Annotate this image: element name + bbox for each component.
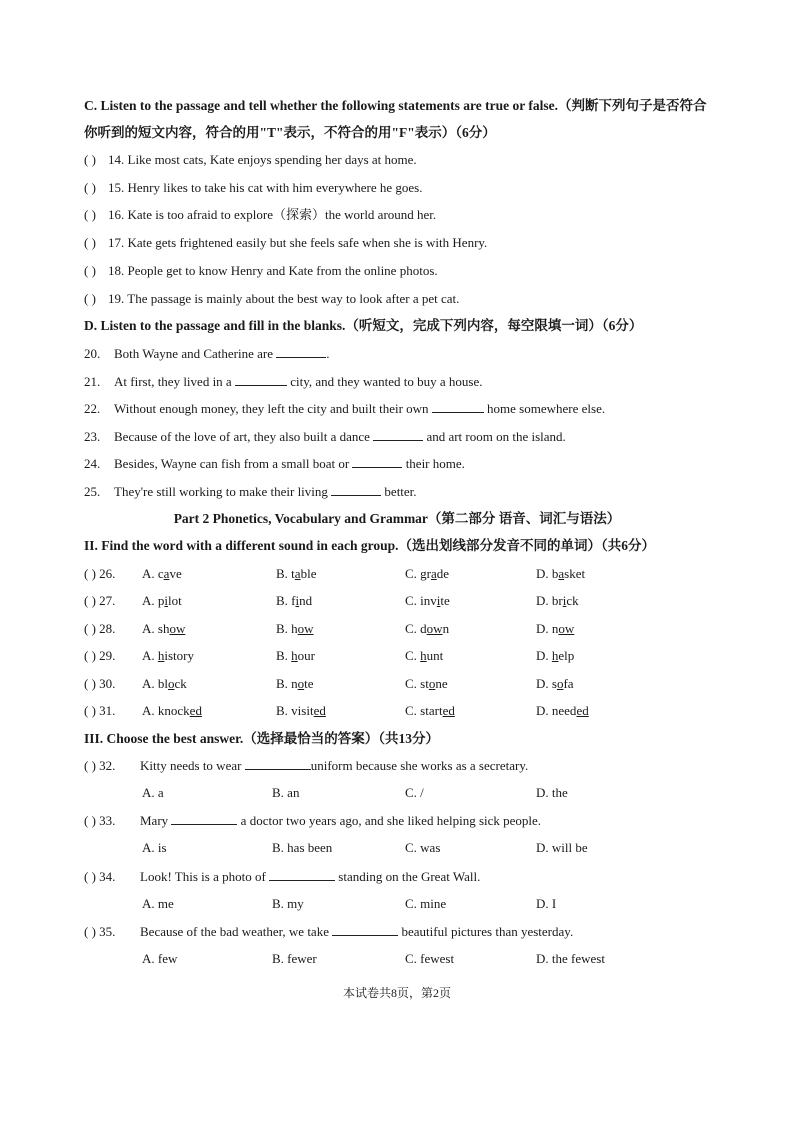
part2-title: Part 2 Phonetics, Vocabulary and Grammar（第二部分 语音、词汇与语法） <box>173 511 621 526</box>
question-28-number: ( ) 28. <box>84 621 116 636</box>
question-17 <box>84 234 487 252</box>
answer-blank[interactable] <box>171 812 237 825</box>
question-23 <box>84 428 566 446</box>
option-b[interactable]: B. how <box>276 621 314 636</box>
option-a[interactable]: A. history <box>142 648 195 663</box>
question-text: 16. Kate is too afraid to explore（探索）the world around her. <box>108 207 437 222</box>
question-text: a doctor two years ago, and she liked helping sick people. <box>237 813 542 828</box>
question-text: . <box>326 346 330 361</box>
option-d[interactable]: D. I <box>536 896 557 911</box>
option-c[interactable]: C. / <box>405 785 424 800</box>
question-15 <box>84 179 422 197</box>
section-c-heading-line2: 你听到的短文内容，符合的用"T"表示，不符合的用"F"表示）（6分） <box>84 125 496 140</box>
option-d[interactable]: D. will be <box>536 840 588 855</box>
question-number: 25. <box>84 484 101 499</box>
answer-paren: ( ) <box>84 235 96 250</box>
answer-blank[interactable] <box>235 373 287 386</box>
option-d[interactable]: D. the <box>536 785 568 800</box>
option-c[interactable]: C. was <box>405 840 441 855</box>
option-d[interactable]: D. brick <box>536 593 579 608</box>
option-a[interactable]: A. cave <box>142 566 182 581</box>
question-35 <box>84 923 573 941</box>
question-30-number: ( ) 30. <box>84 676 116 691</box>
question-text: Without enough money, they left the city and built their own <box>114 401 432 416</box>
answer-blank[interactable] <box>276 345 326 358</box>
answer-paren: ( ) <box>84 152 96 167</box>
question-14 <box>84 151 417 169</box>
question-text: their home. <box>402 456 465 471</box>
question-text: Look! This is a photo of <box>140 869 270 884</box>
question-18 <box>84 262 438 280</box>
section-c-heading-line1: C. Listen to the passage and tell whether the following statements are true or false.（判断下列句子是否符合 <box>84 98 707 113</box>
option-d[interactable]: D. now <box>536 621 575 636</box>
option-b[interactable]: B. my <box>272 896 304 911</box>
section-ii-heading: II. Find the word with a different sound in each group.（选出划线部分发音不同的单词）（共6分） <box>84 538 656 553</box>
question-number: ( ) 35. <box>84 924 116 939</box>
option-b[interactable]: B. fewer <box>272 951 317 966</box>
answer-blank[interactable] <box>373 428 423 441</box>
option-a[interactable]: A. is <box>142 840 167 855</box>
question-text: Both Wayne and Catherine are <box>114 346 277 361</box>
question-text: Besides, Wayne can fish from a small boat or <box>114 456 353 471</box>
question-text: 19. The passage is mainly about the best way to look after a pet cat. <box>108 291 460 306</box>
question-text: beautiful pictures than yesterday. <box>398 924 574 939</box>
answer-paren: ( ) <box>84 263 96 278</box>
option-c[interactable]: C. stone <box>405 676 448 691</box>
option-a[interactable]: A. me <box>142 896 174 911</box>
question-text: At first, they lived in a <box>114 374 235 389</box>
option-d[interactable]: D. basket <box>536 566 586 581</box>
question-text: They're still working to make their living <box>114 484 332 499</box>
option-a[interactable]: A. few <box>142 951 178 966</box>
option-a[interactable]: A. pilot <box>142 593 182 608</box>
question-text: Because of the bad weather, we take <box>140 924 333 939</box>
question-text: Mary <box>140 813 172 828</box>
question-16 <box>84 206 436 224</box>
question-text: standing on the Great Wall. <box>335 869 481 884</box>
option-d[interactable]: D. the fewest <box>536 951 605 966</box>
question-number: 22. <box>84 401 101 416</box>
option-d[interactable]: D. sofa <box>536 676 574 691</box>
question-text: home somewhere else. <box>483 401 606 416</box>
question-26-number: ( ) 26. <box>84 566 116 581</box>
question-27-number: ( ) 27. <box>84 593 116 608</box>
option-b[interactable]: B. hour <box>276 648 316 663</box>
question-19 <box>84 290 459 308</box>
option-d[interactable]: D. help <box>536 648 575 663</box>
option-a[interactable]: A. show <box>142 621 186 636</box>
option-c[interactable]: C. hunt <box>405 648 444 663</box>
question-number: 24. <box>84 456 101 471</box>
question-text: Kitty needs to wear <box>140 758 245 773</box>
question-text: 15. Henry likes to take his cat with him everywhere he goes. <box>108 180 423 195</box>
question-20 <box>84 345 330 363</box>
option-c[interactable]: C. grade <box>405 566 450 581</box>
answer-blank[interactable] <box>269 868 335 881</box>
option-a[interactable]: A. a <box>142 785 164 800</box>
option-b[interactable]: B. note <box>276 676 314 691</box>
question-text: 18. People get to know Henry and Kate from the online photos. <box>108 263 438 278</box>
section-iii-heading: III. Choose the best answer.（选择最恰当的答案）（共13分） <box>84 731 440 746</box>
option-b[interactable]: B. visited <box>276 703 326 718</box>
answer-blank[interactable] <box>332 923 398 936</box>
question-number: ( ) 34. <box>84 869 116 884</box>
question-29-number: ( ) 29. <box>84 648 116 663</box>
page-footer: 本试卷共8页，第2页 <box>342 986 451 1000</box>
question-32 <box>84 757 528 775</box>
question-text: and art room on the island. <box>423 429 566 444</box>
question-text: better. <box>381 484 417 499</box>
question-text: 17. Kate gets frightened easily but she feels safe when she is with Henry. <box>108 235 488 250</box>
question-24 <box>84 455 465 473</box>
option-d[interactable]: D. needed <box>536 703 589 718</box>
option-c[interactable]: C. mine <box>405 896 447 911</box>
option-c[interactable]: C. fewest <box>405 951 455 966</box>
answer-blank[interactable] <box>331 483 381 496</box>
answer-blank[interactable] <box>352 455 402 468</box>
answer-blank[interactable] <box>245 757 311 770</box>
section-d-heading: D. Listen to the passage and fill in the blanks.（听短文，完成下列内容，每空限填一词）（6分） <box>84 318 643 333</box>
question-text: 14. Like most cats, Kate enjoys spending her days at home. <box>108 152 417 167</box>
question-33 <box>84 812 541 830</box>
question-number: ( ) 33. <box>84 813 116 828</box>
option-a[interactable]: A. knocked <box>142 703 202 718</box>
question-31-number: ( ) 31. <box>84 703 116 718</box>
answer-paren: ( ) <box>84 291 96 306</box>
question-25 <box>84 483 417 501</box>
question-text: Because of the love of art, they also built a dance <box>114 429 374 444</box>
question-number: 23. <box>84 429 101 444</box>
question-text: city, and they wanted to buy a house. <box>286 374 483 389</box>
option-a[interactable]: A. block <box>142 676 187 691</box>
question-text: uniform because she works as a secretary. <box>310 758 529 773</box>
option-b[interactable]: B. has been <box>272 840 333 855</box>
option-c[interactable]: C. started <box>405 703 455 718</box>
option-c[interactable]: C. down <box>405 621 450 636</box>
question-22 <box>84 400 605 418</box>
question-number: ( ) 32. <box>84 758 116 773</box>
option-c[interactable]: C. invite <box>405 593 450 608</box>
option-b[interactable]: B. an <box>272 785 300 800</box>
question-34 <box>84 868 480 886</box>
answer-paren: ( ) <box>84 207 96 222</box>
option-b[interactable]: B. table <box>276 566 317 581</box>
option-b[interactable]: B. find <box>276 593 313 608</box>
answer-paren: ( ) <box>84 180 96 195</box>
question-number: 21. <box>84 374 101 389</box>
question-number: 20. <box>84 346 101 361</box>
answer-blank[interactable] <box>432 400 484 413</box>
question-21 <box>84 373 483 391</box>
